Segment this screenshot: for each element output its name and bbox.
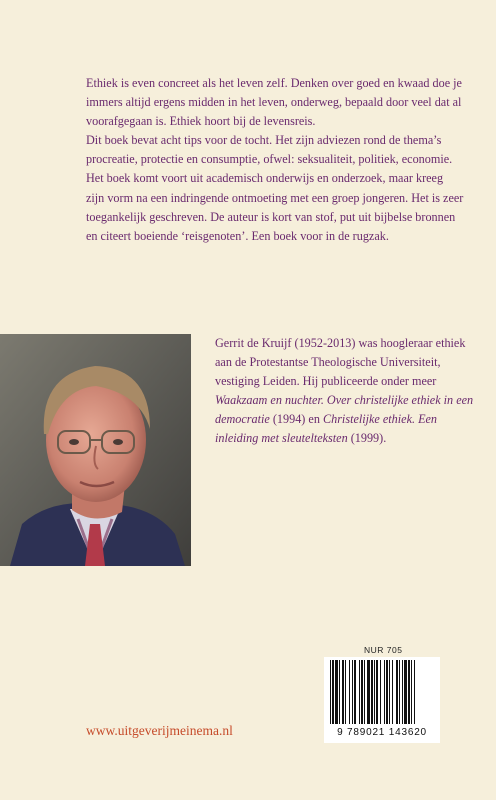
publisher-website-link[interactable]: www.uitgeverijmeinema.nl: [86, 723, 233, 738]
back-cover-blurb: [86, 74, 464, 246]
nur-code: NUR 705: [364, 645, 403, 655]
bio-intro: Gerrit de Kruijf (1952-2013) was hoogleraar ethiek aan de Protestantse Theologische Universiteit, vestiging Leiden. Hij publiceerde onder meer: [215, 336, 466, 389]
author-bio: [215, 334, 475, 449]
isbn-barcode: [324, 657, 440, 743]
barcode-bars: [328, 660, 436, 726]
bio-book-2-title: Christelijke ethiek. Een inleiding met sleutelteksten: [215, 412, 438, 446]
blurb-paragraph-1: Ethiek is even concreet als het leven zelf. Denken over goed en kwaad doe je immers altijd ergens midden in het leven, onderweg, bepaald door veel dat al voorafgegaan is. Ethiek hoort bij de levensreis.: [86, 76, 462, 129]
bio-book-1-title: Waakzaam en nuchter. Over christelijke ethiek in een democratie: [215, 393, 474, 427]
blurb-paragraph-2: Dit boek bevat acht tips voor de tocht. Het zijn adviezen rond de thema’s procreatie, protectie en consumptie, ofwel: seksualiteit, politiek, economie. Het boek komt voort uit academisch onderwijs en onderzoek, maar kreeg zijn vorm na een indringende ontmoeting met een groep jongeren. Het is zeer toegankelijk geschreven. De auteur is kort van stof, put uit bijbelse bronnen en citeert boeiende ‘reisgenoten’. Een boek voor in de rugzak.: [86, 133, 464, 243]
bio-book-2-year: (1999).: [347, 431, 387, 446]
author-photo: [0, 334, 191, 566]
bio-book-1-year: (1994) en: [269, 412, 323, 427]
isbn-number: 9 789021 143620: [337, 727, 427, 738]
